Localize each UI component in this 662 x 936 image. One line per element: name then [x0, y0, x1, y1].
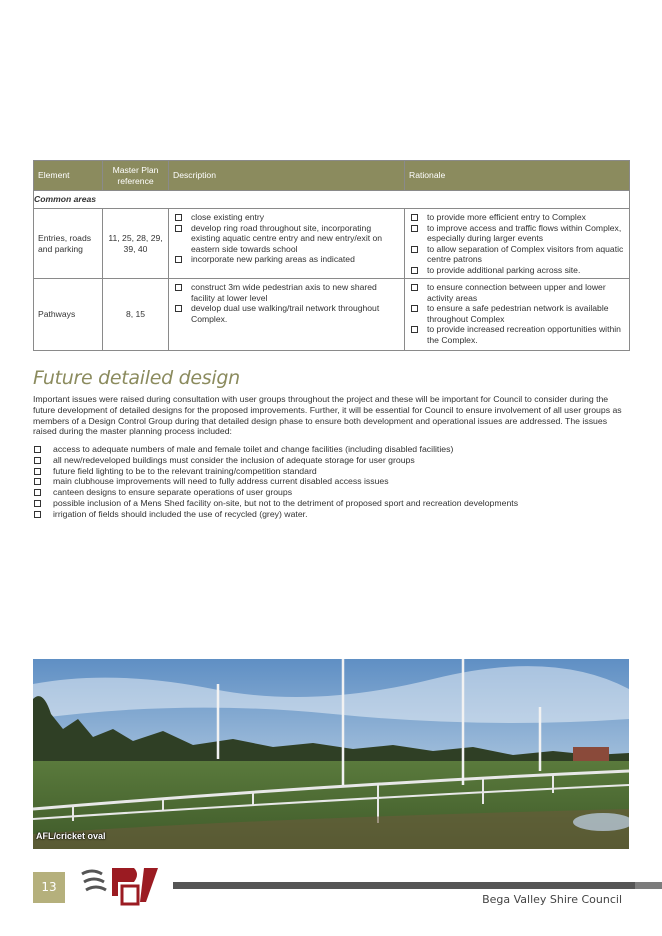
list-item: future field lighting to be to the relevant training/competition standard: [33, 466, 629, 477]
row-ref: 8, 15: [103, 279, 169, 351]
list-item: all new/redeveloped buildings must consider the inclusion of adequate storage for user groups: [33, 455, 629, 466]
footer-bar: [173, 882, 635, 889]
council-logo: [78, 866, 166, 906]
footer-bar-end: [635, 882, 662, 889]
photo-caption: AFL/cricket oval: [36, 831, 106, 841]
section-title: Common areas: [34, 191, 630, 209]
list-item: to provide more efficient entry to Complex: [409, 212, 625, 223]
master-plan-table: [33, 160, 630, 351]
list-item: develop dual use walking/trail network throughout Complex.: [173, 303, 400, 324]
row-description: [169, 209, 405, 279]
intro-paragraph: Important issues were raised during consultation with user groups throughout the project and these will be important for Council to consider during the future development of detailed designs for the proposed improvements. Further, it will be essential for Council to ensure involvement of all user groups as members of a Design Control Group during that detailed design phase to ensure both development and operational issues are addressed. The issues raised during the master planning process included:: [33, 394, 622, 437]
list-item: canteen designs to ensure separate operations of user groups: [33, 487, 629, 498]
list-item: main clubhouse improvements will need to fully address current disabled access issues: [33, 476, 629, 487]
section-row: [34, 191, 630, 209]
table-header-row: [34, 161, 630, 191]
table-row: [34, 209, 630, 279]
header-description: Description: [169, 161, 405, 191]
header-element: Element: [34, 161, 103, 191]
row-rationale: [405, 209, 630, 279]
header-rationale: Rationale: [405, 161, 630, 191]
row-description: [169, 279, 405, 351]
row-ref: 11, 25, 28, 29, 39, 40: [103, 209, 169, 279]
list-item: to ensure connection between upper and lower activity areas: [409, 282, 625, 303]
oval-photo-illustration: [33, 659, 629, 849]
list-item: irrigation of fields should included the use of recycled (grey) water.: [33, 509, 629, 520]
list-item: to ensure a safe pedestrian network is available throughout Complex: [409, 303, 625, 324]
header-ref: Master Plan reference: [103, 161, 169, 191]
list-item: to provide increased recreation opportunities within the Complex.: [409, 324, 625, 345]
issues-list: [33, 444, 629, 520]
row-element: Entries, roads and parking: [34, 209, 103, 279]
list-item: to provide additional parking across site.: [409, 265, 625, 276]
page-number: 13: [33, 872, 65, 903]
section-heading: Future detailed design: [33, 367, 240, 389]
list-item: construct 3m wide pedestrian axis to new shared facility at lower level: [173, 282, 400, 303]
council-logo-icon: [78, 866, 166, 906]
list-item: close existing entry: [173, 212, 400, 223]
council-name: Bega Valley Shire Council: [482, 893, 622, 906]
list-item: incorporate new parking areas as indicated: [173, 254, 400, 265]
table-row: [34, 279, 630, 351]
row-rationale: [405, 279, 630, 351]
list-item: to allow separation of Complex visitors from aquatic centre patrons: [409, 244, 625, 265]
list-item: to improve access and traffic flows within Complex, especially during larger events: [409, 223, 625, 244]
list-item: possible inclusion of a Mens Shed facility on-site, but not to the detriment of proposed sport and recreation developments: [33, 498, 629, 509]
list-item: access to adequate numbers of male and female toilet and change facilities (including disabled facilities): [33, 444, 629, 455]
row-element: Pathways: [34, 279, 103, 351]
oval-photo: [33, 659, 629, 849]
list-item: develop ring road throughout site, incorporating existing aquatic centre entry and new entry/exit on eastern side towards school: [173, 223, 400, 255]
